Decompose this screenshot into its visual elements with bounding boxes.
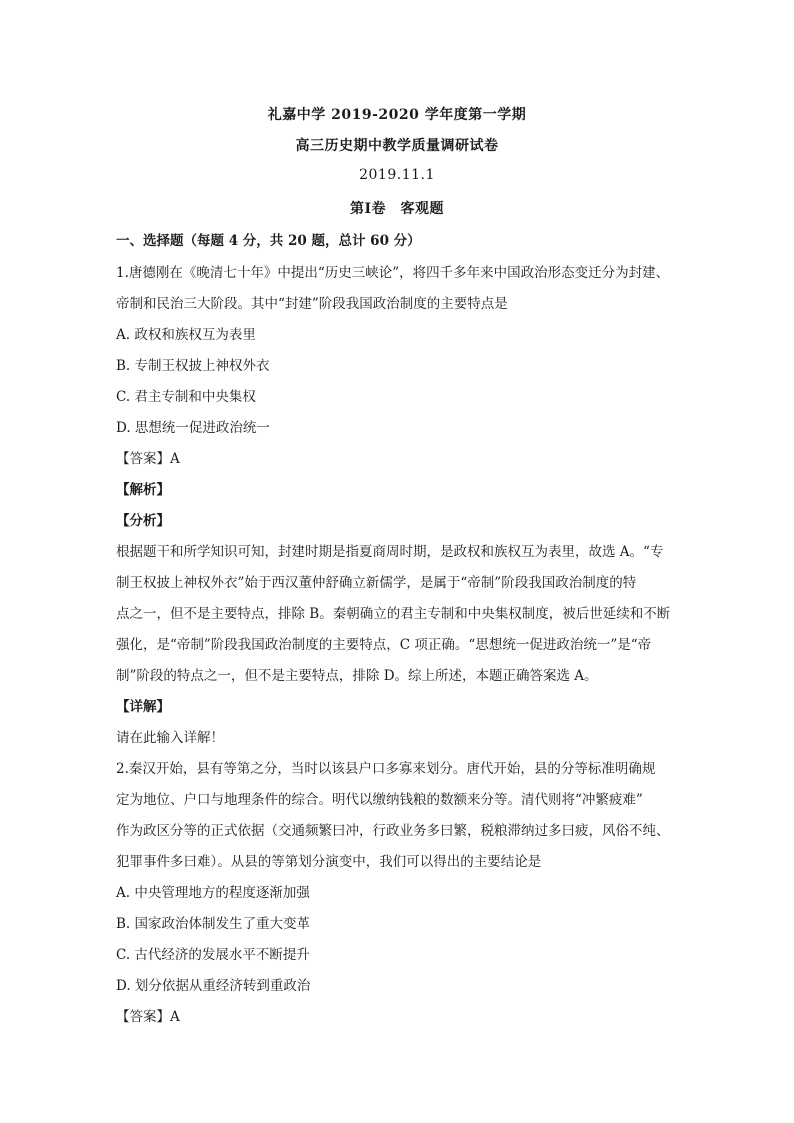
- q2-stem-line: 2.秦汉开始，县有等第之分，当时以该县户口多寡来划分。唐代开始，县的分等标准明确规: [116, 761, 656, 777]
- q1-analysis-line: 强化，是“帝制”阶段我国政治制度的主要特点，C 项正确。“思想统一促进政治统一”是“帝: [116, 637, 652, 653]
- q2-option-a: A. 中央管理地方的程度逐渐加强: [116, 885, 310, 901]
- exam-title: 高三历史期中教学质量调研试卷: [295, 138, 499, 154]
- volume-title: 第Ⅰ卷 客观题: [349, 201, 445, 217]
- q1-analysis-line: 制”阶段的特点之一，但不是主要特点，排除 D。综上所述，本题正确答案选 A。: [116, 668, 598, 684]
- q2-option-d: D. 划分依据从重经济转到重政治: [116, 978, 311, 994]
- q1-detail-placeholder: 请在此输入详解！: [116, 730, 224, 746]
- q1-option-b: B. 专制王权披上神权外衣: [116, 358, 270, 374]
- q2-option-c: C. 古代经济的发展水平不断提升: [116, 947, 310, 963]
- q1-jiexi-label: 【解析】: [116, 482, 170, 498]
- exam-date: 2019.11.1: [359, 167, 435, 183]
- q2-stem-line: 定为地位、户口与地理条件的综合。明代以缴纳钱粮的数额来分等。清代则将“冲繁疲难”: [116, 792, 643, 808]
- q1-answer: 【答案】A: [116, 451, 180, 467]
- q2-option-b: B. 国家政治体制发生了重大变革: [116, 916, 311, 932]
- q2-stem-line: 犯罪事件多曰难）。从县的等第划分演变中，我们可以得出的主要结论是: [116, 854, 542, 870]
- q1-option-d: D. 思想统一促进政治统一: [116, 420, 270, 436]
- school-line: 礼嘉中学 2019-2020 学年度第一学期: [267, 107, 527, 123]
- q1-analysis-line: 点之一，但不是主要特点，排除 B。秦朝确立的君主专制和中央集权制度，被后世延续和不断: [116, 606, 671, 622]
- q1-stem-line: 帝制和民治三大阶段。其中“封建”阶段我国政治制度的主要特点是: [116, 296, 508, 312]
- q1-option-a: A. 政权和族权互为表里: [116, 327, 256, 343]
- q1-analysis-line: 根据题干和所学知识可知，封建时期是指夏商周时期，是政权和族权互为表里，故选 A。“专: [116, 544, 664, 560]
- q1-xiangjie-label: 【详解】: [116, 699, 170, 715]
- q1-option-c: C. 君主专制和中央集权: [116, 389, 256, 405]
- section-heading: 一、选择题（每题 4 分，共 20 题，总计 60 分）: [116, 233, 421, 249]
- q2-stem-line: 作为政区分等的正式依据（交通频繁曰冲，行政业务多曰繁，税粮滞纳过多曰疲，风俗不纯、: [116, 823, 670, 839]
- q1-stem-line: 1.唐德刚在《晚清七十年》中提出“历史三峡论”，将四千多年来中国政治形态变迁分为封建、: [116, 265, 670, 281]
- q1-fenxi-label: 【分析】: [116, 513, 170, 529]
- q1-analysis-line: 制王权披上神权外衣”始于西汉董仲舒确立新儒学，是属于“帝制”阶段我国政治制度的特: [116, 575, 637, 591]
- q2-answer: 【答案】A: [116, 1009, 180, 1025]
